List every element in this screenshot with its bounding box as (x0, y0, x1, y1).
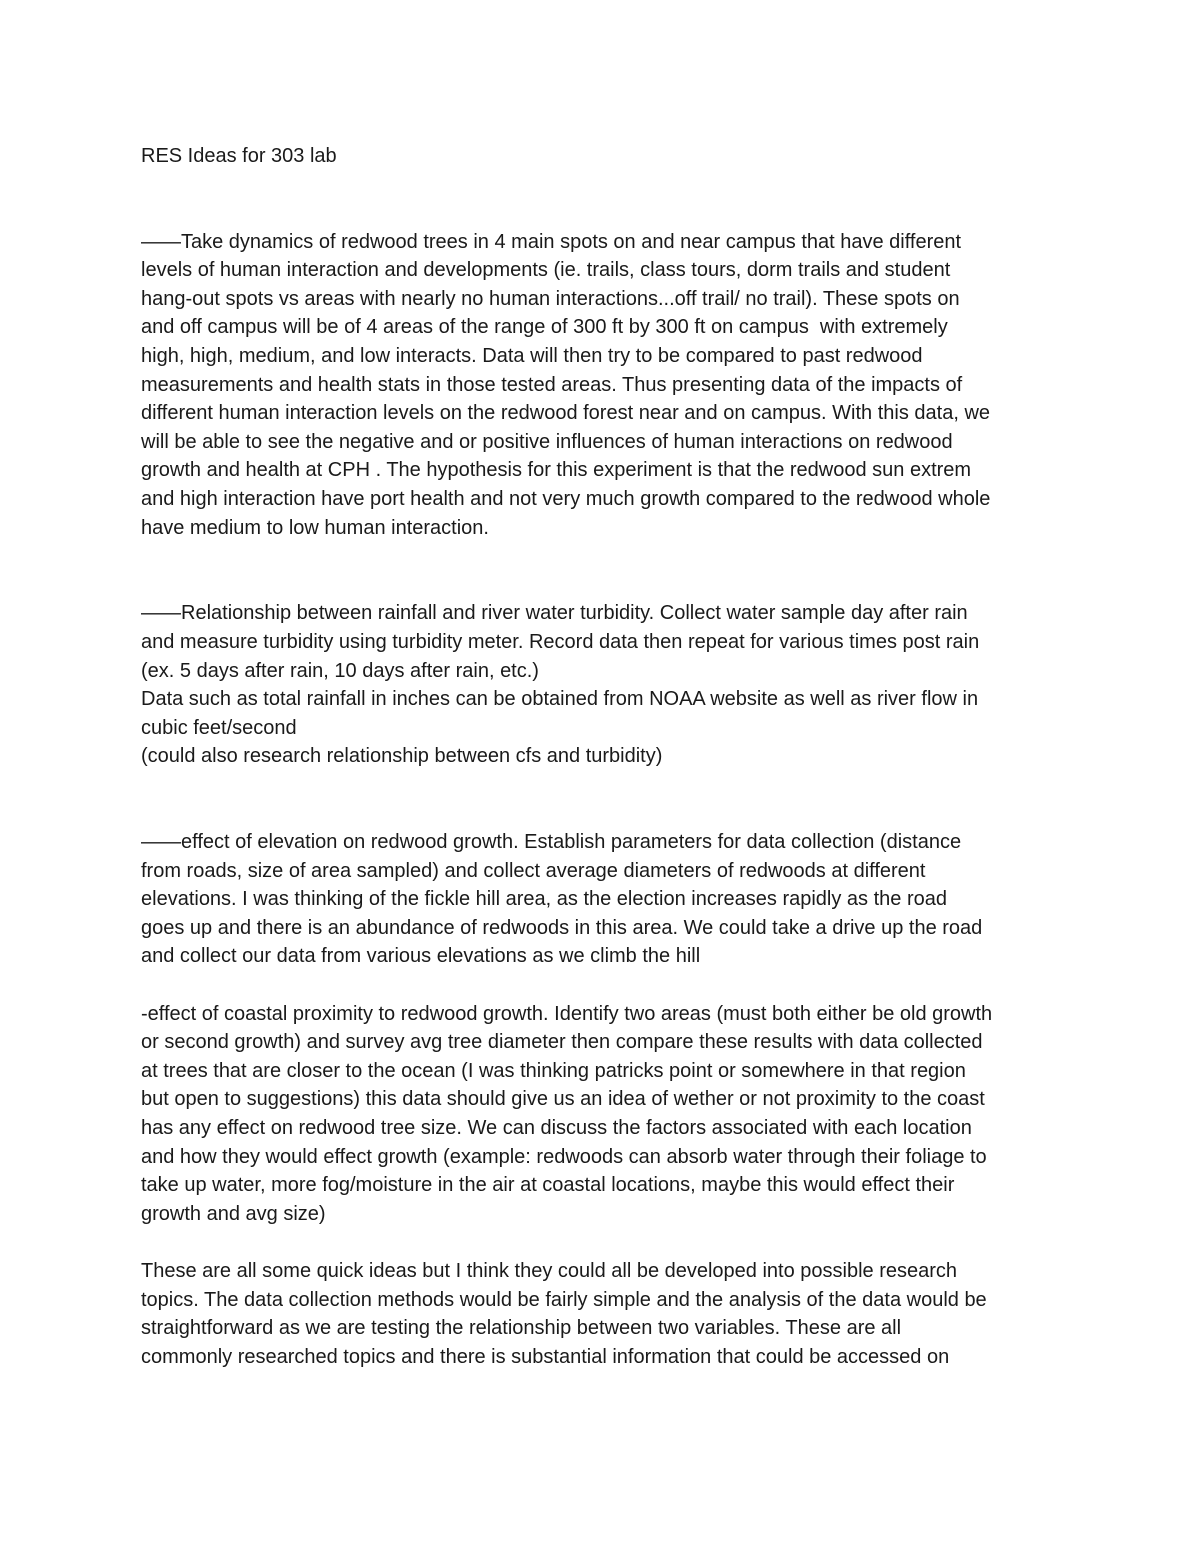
text-line: and measure turbidity using turbidity meter. Record data then repeat for various times post rain (141, 630, 980, 653)
spacer (141, 171, 1071, 228)
spacer (141, 771, 1071, 828)
text-line: ——Relationship between rainfall and river water turbidity. Collect water sample day after rain (141, 602, 968, 625)
paragraph-rainfall-turbidity (141, 599, 1071, 771)
text-line: and how they would effect growth (example: redwoods can absorb water through their foliage to (141, 1145, 987, 1168)
paragraph-summary (141, 1257, 1071, 1371)
text-line: high, high, medium, and low interacts. Data will then try to be compared to past redwood (141, 344, 923, 367)
text-line: levels of human interaction and developments (ie. trails, class tours, dorm trails and student (141, 259, 951, 282)
text-line: cubic feet/second (141, 716, 297, 739)
text-line: has any effect on redwood tree size. We can discuss the factors associated with each location (141, 1117, 972, 1139)
paragraph-redwood-human-interaction (141, 228, 1071, 543)
spacer (141, 542, 1071, 599)
text-line: (ex. 5 days after rain, 10 days after rain, etc.) (141, 659, 539, 682)
text-line: goes up and there is an abundance of redwoods in this area. We could take a drive up the road (141, 916, 983, 939)
text-line: and collect our data from various elevations as we climb the hill (141, 945, 701, 968)
text-line: and off campus will be of 4 areas of the range of 300 ft by 300 ft on campus with extremely (141, 316, 948, 339)
text-line: hang-out spots vs areas with nearly no human interactions...off trail/ no trail). These spots on (141, 287, 960, 310)
spacer (141, 971, 1071, 1000)
text-line: elevations. I was thinking of the fickle hill area, as the election increases rapidly as the road (141, 888, 947, 911)
text-line: growth and health at CPH . The hypothesis for this experiment is that the redwood sun extrem (141, 459, 972, 482)
text-line: take up water, more fog/moisture in the air at coastal locations, maybe this would effect their (141, 1174, 955, 1197)
text-line: Data such as total rainfall in inches can be obtained from NOAA website as well as river flow in (141, 688, 979, 711)
text-line: or second growth) and survey avg tree diameter then compare these results with data collected (141, 1031, 983, 1054)
text-line: (could also research relationship between cfs and turbidity) (141, 745, 663, 768)
text-line: topics. The data collection methods would be fairly simple and the analysis of the data would be (141, 1288, 987, 1311)
text-line: but open to suggestions) this data should give us an idea of wether or not proximity to the coast (141, 1088, 985, 1111)
document-title: RES Ideas for 303 lab (141, 145, 337, 167)
text-line: different human interaction levels on the redwood forest near and on campus. With this data, we (141, 402, 991, 425)
text-line: commonly researched topics and there is substantial information that could be accessed on (141, 1345, 950, 1368)
text-line: ——effect of elevation on redwood growth. Establish parameters for data collection (distance (141, 831, 962, 854)
text-line: straightforward as we are testing the relationship between two variables. These are all (141, 1317, 902, 1340)
text-line: at trees that are closer to the ocean (I was thinking patricks point or somewhere in that region (141, 1059, 966, 1082)
text-line: -effect of coastal proximity to redwood growth. Identify two areas (must both either be old growth (141, 1002, 993, 1025)
text-line: and high interaction have port health and not very much growth compared to the redwood whole (141, 487, 991, 510)
paragraph-coastal-proximity (141, 1000, 1071, 1229)
paragraph-elevation-growth (141, 828, 1071, 971)
text-line: measurements and health stats in those tested areas. Thus presenting data of the impacts of (141, 373, 963, 396)
text-line: have medium to low human interaction. (141, 516, 489, 539)
text-line: These are all some quick ideas but I think they could all be developed into possible research (141, 1259, 958, 1282)
text-line: growth and avg size) (141, 1202, 326, 1225)
spacer (141, 1228, 1071, 1257)
text-line: from roads, size of area sampled) and collect average diameters of redwoods at different (141, 859, 926, 882)
document-body (141, 142, 1071, 1371)
text-line: ——Take dynamics of redwood trees in 4 main spots on and near campus that have different (141, 230, 962, 253)
text-line: will be able to see the negative and or positive influences of human interactions on redwood (141, 430, 953, 453)
